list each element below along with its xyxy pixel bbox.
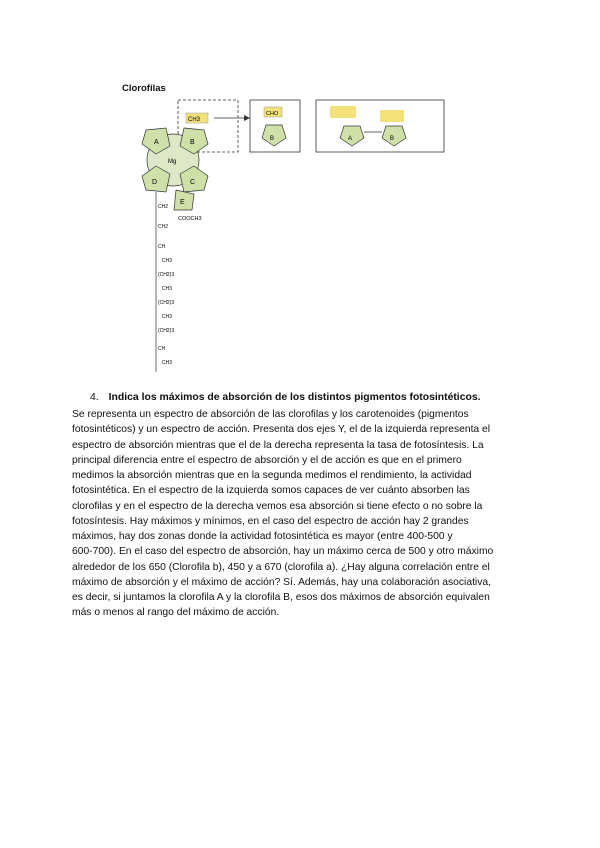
inset-ring-a-label: A: [348, 136, 353, 142]
chain-label-6: CH3: [162, 286, 173, 292]
arrow-head: [244, 115, 250, 121]
ring-b-label: B: [190, 139, 195, 146]
paragraph-line: fotosintéticos) y un espectro de acción. Presenta dos ejes Y, el de la izquierda representa el: [72, 424, 491, 436]
section-heading: [90, 392, 481, 403]
chain-label-10: CH: [158, 346, 166, 352]
ring-d-label: D: [152, 179, 158, 186]
ring-e-label: E: [180, 199, 185, 206]
chain-label-4: CH3: [162, 258, 173, 264]
ring-c-label: C: [190, 179, 196, 186]
paragraph-line: 600-700). En el caso del espectro de absorción, hay un máximo cerca de 500 y otro máximo: [72, 546, 494, 558]
chain-label-8: CH3: [162, 314, 173, 320]
chain-label-9: (CH2)3: [158, 328, 175, 334]
paragraph-line: máximos, hay dos zonas donde la actividad fotosintética es mayor (entre 400-500 y: [72, 531, 453, 542]
answer-paragraph: [72, 407, 527, 621]
ring-a-label: A: [154, 139, 159, 146]
section-number: 4.: [90, 392, 99, 403]
chain-label-1: CH2: [158, 204, 169, 210]
section-heading-text: Indica los máximos de absorción de los distintos pigmentos fotosintéticos.: [108, 392, 481, 403]
paragraph-line: máximo de absorción y el máximo de acción? Sí. Además, hay una colaboración asociativa,: [72, 576, 491, 588]
inset-ring-b-label: B: [270, 136, 275, 142]
chain-label-7: (CH2)3: [158, 300, 175, 306]
paragraph-line: Se representa un espectro de absorción de las clorofilas y los carotenoides (pigmentos: [72, 409, 469, 420]
paragraph-line: fotosintética. En el espectro de la izquierda somos capaces de ver cuánto absorben las: [72, 485, 470, 497]
paragraph-line: clorofilas y en el espectro de la derecha vemos esa absorción si tiene efecto o no sobre la: [72, 500, 483, 512]
paragraph-line: medimos la absorción mientras que en la segunda medimos el rendimiento, la actividad: [72, 470, 472, 481]
chain-label-3: CH: [158, 244, 166, 250]
paragraph-line: espectro de absorción mientras que el de la derecha representa la tasa de fotosíntesis. La: [72, 439, 484, 451]
chain-label-2: CH2: [158, 224, 169, 230]
magnesium-label: Mg: [168, 159, 177, 165]
chain-label-11: CH3: [162, 360, 173, 366]
paragraph-line: alrededor de los 650 (Clorofila b), 450 y a 670 (clorofila a). ¿Hay alguna correlación entre el: [72, 561, 490, 573]
paragraph-line: es decir, si juntamos la clorofila A y la clorofila B, esos dos máximos de absorción equivalen: [72, 592, 490, 603]
inset-ring-b2-label: B: [390, 136, 395, 142]
paragraph-line: fotosíntesis. Hay máximos y mínimos, en el caso del espectro de acción hay 2 grandes: [72, 515, 469, 527]
inset2-highlight-right: [380, 110, 404, 122]
ester-label: COOCH3: [178, 216, 202, 222]
ch3-highlight-label: CH3: [188, 117, 201, 123]
inset2-highlight-left: [330, 106, 356, 118]
cho-highlight-label: CHO: [266, 111, 279, 117]
paragraph-line: principal diferencia entre el espectro de absorción y el de acción es que en el primero: [72, 454, 462, 466]
chain-label-5: (CH2)3: [158, 272, 175, 278]
chlorophyll-structure-figure: [118, 80, 448, 380]
paragraph-line: más o menos al rango del máximo de acción.: [72, 607, 280, 619]
figure-title: Clorofilas: [122, 83, 166, 94]
